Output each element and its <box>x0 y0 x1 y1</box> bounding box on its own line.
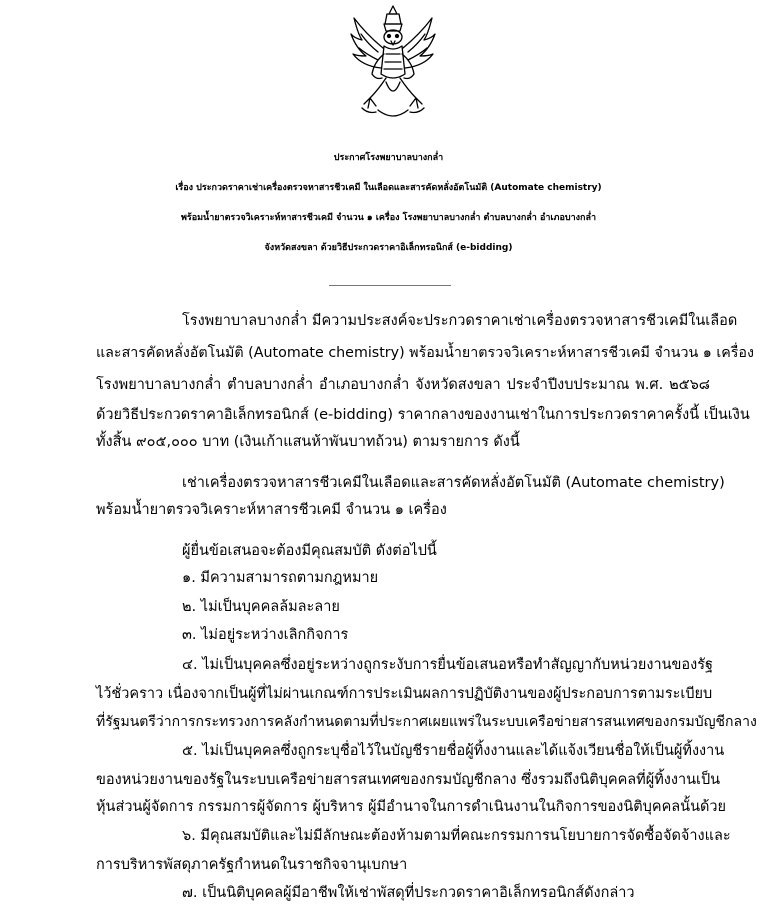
garuda-emblem-icon <box>348 4 438 122</box>
paragraph-1-line-3: โรงพยาบาลบางกล่ำ ตำบลบางกล่ำ อำเภอบางกล่ำ จังหวัดสงขลา ประจำปีงบประมาณ พ.ศ. ๒๕๖๘ <box>96 377 710 393</box>
qualifications-intro: ผู้ยื่นข้อเสนอจะต้องมีคุณสมบัติ ดังต่อไปนี้ <box>182 543 437 559</box>
qualification-item-7: ๗. เป็นนิติบุคคลผู้มีอาชีพให้เช่าพัสดุที่ประกวดราคาอิเล็กทรอนิกส์ดังกล่าว <box>182 885 635 901</box>
paragraph-1-line-4: ด้วยวิธีประกวดราคาอิเล็กทรอนิกส์ (e-bidding) ราคากลางของงานเช่าในการประกวดราคาครั้งนี้ เป็นเงิน <box>96 407 750 423</box>
announcement-title: ประกาศโรงพยาบาลบางกล่ำ <box>333 153 444 163</box>
paragraph-1-line-5: ทั้งสิ้น ๙๐๕,๐๐๐ บาท (เงินเก้าแสนห้าพันบาทถ้วน) ตามรายการ ดังนี้ <box>96 434 520 450</box>
qualification-item-1: ๑. มีความสามารถตามกฎหมาย <box>182 570 379 586</box>
paragraph-1-line-2: และสารคัดหลั่งอัตโนมัติ (Automate chemistry) พร้อมน้ำยาตรวจวิเคราะห์หาสารชีวเคมี จำนวน ๑ เครื่อง <box>96 345 754 361</box>
qualification-item-4-line-3: ที่รัฐมนตรีว่าการกระทรวงการคลังกำหนดตามที่ประกาศเผยแพร่ในระบบเครือข่ายสารสนเทศของกรมบัญชีกลาง <box>96 714 757 730</box>
qualification-item-2: ๒. ไม่เป็นบุคคลล้มละลาย <box>182 599 340 615</box>
subject-line-3: จังหวัดสงขลา ด้วยวิธีประกวดราคาอิเล็กทรอนิกส์ (e-bidding) <box>264 243 513 253</box>
qualification-item-5-line-3: หุ้นส่วนผู้จัดการ กรรมการผู้จัดการ ผู้บริหาร ผู้มีอำนาจในการดำเนินงานในกิจการของนิติบุคคลนั้นด้วย <box>96 799 727 815</box>
qualification-item-5-line-1: ๕. ไม่เป็นบุคคลซึ่งถูกระบุชื่อไว้ในบัญชีรายชื่อผู้ทิ้งงานและได้แจ้งเวียนชื่อให้เป็นผู้ทิ้งงาน <box>182 743 725 759</box>
paragraph-2-line-1: เช่าเครื่องตรวจหาสารชีวเคมีในเลือดและสารคัดหลั่งอัตโนมัติ (Automate chemistry) <box>182 475 725 491</box>
qualification-item-6-line-2: การบริหารพัสดุภาครัฐกำหนดในราชกิจจานุเบกษา <box>96 857 408 873</box>
qualification-item-5-line-2: ของหน่วยงานของรัฐในระบบเครือข่ายสารสนเทศของกรมบัญชีกลาง ซึ่งรวมถึงนิติบุคคลที่ผู้ทิ้งงานเป็น <box>96 772 721 788</box>
qualification-item-3: ๓. ไม่อยู่ระหว่างเลิกกิจการ <box>182 627 349 643</box>
subject-line-2: พร้อมน้ำยาตรวจวิเคราะห์หาสารชีวเคมี จำนวน ๑ เครื่อง โรงพยาบาลบางกล่ำ ตำบลบางกล่ำ อำเภอบางกล่ำ <box>180 213 597 223</box>
qualification-item-6-line-1: ๖. มีคุณสมบัติและไม่มีลักษณะต้องห้ามตามที่คณะกรรมการนโยบายการจัดซื้อจัดจ้างและ <box>182 828 731 844</box>
paragraph-2-line-2: พร้อมน้ำยาตรวจวิเคราะห์หาสารชีวเคมี จำนวน ๑ เครื่อง <box>96 502 447 518</box>
qualification-item-4-line-2: ไว้ชั่วคราว เนื่องจากเป็นผู้ที่ไม่ผ่านเกณฑ์การประเมินผลการปฏิบัติงานของผู้ประกอบการตามระเบียบ <box>96 686 713 702</box>
separator-line <box>329 285 451 286</box>
subject-line-1: เรื่อง ประกวดราคาเช่าเครื่องตรวจหาสารชีวเคมี ในเลือดและสารคัดหลั่งอัตโนมัติ (Automate chemistry) <box>175 183 602 193</box>
paragraph-1-line-1: โรงพยาบาลบางกล่ำ มีความประสงค์จะประกวดราคาเช่าเครื่องตรวจหาสารชีวเคมีในเลือด <box>182 313 738 329</box>
qualification-item-4-line-1: ๔. ไม่เป็นบุคคลซึ่งอยู่ระหว่างถูกระงับการยื่นข้อเสนอหรือทำสัญญากับหน่วยงานของรัฐ <box>182 657 713 673</box>
